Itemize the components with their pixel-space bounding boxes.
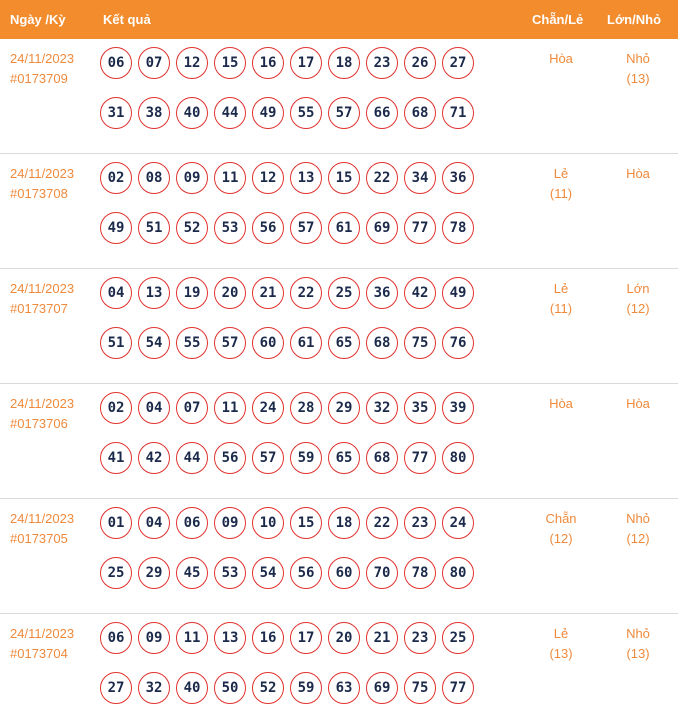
number-ball: 53 — [214, 557, 246, 589]
number-ball: 12 — [176, 47, 208, 79]
draw-row — [0, 269, 678, 384]
draw-date: 24/11/2023 — [10, 166, 75, 181]
number-ball: 54 — [138, 327, 170, 359]
number-ball: 11 — [214, 162, 246, 194]
number-ball: 55 — [176, 327, 208, 359]
number-ball: 50 — [214, 672, 246, 704]
draw-id: #0173707 — [10, 301, 68, 316]
number-ball: 69 — [366, 672, 398, 704]
number-ball: 01 — [100, 507, 132, 539]
number-ball: 02 — [100, 162, 132, 194]
number-ball: 08 — [138, 162, 170, 194]
number-ball: 51 — [100, 327, 132, 359]
number-ball: 49 — [100, 212, 132, 244]
number-ball: 18 — [328, 47, 360, 79]
number-ball: 77 — [404, 212, 436, 244]
number-ball: 49 — [442, 277, 474, 309]
number-ball: 39 — [442, 392, 474, 424]
lonnho-label: Nhỏ — [626, 51, 650, 66]
number-ball: 69 — [366, 212, 398, 244]
draw-id: #0173705 — [10, 531, 68, 546]
chanle-count: (13) — [549, 646, 573, 661]
number-ball: 27 — [100, 672, 132, 704]
number-ball: 07 — [176, 392, 208, 424]
number-ball: 19 — [176, 277, 208, 309]
number-ball: 55 — [290, 97, 322, 129]
draw-date: 24/11/2023 — [10, 281, 75, 296]
number-ball: 61 — [328, 212, 360, 244]
header-date: Ngày /Kỳ — [10, 12, 66, 27]
number-ball: 42 — [404, 277, 436, 309]
number-ball: 25 — [442, 622, 474, 654]
number-ball: 54 — [252, 557, 284, 589]
chanle-label: Lẻ — [553, 626, 569, 641]
number-ball: 13 — [214, 622, 246, 654]
number-ball: 12 — [252, 162, 284, 194]
number-ball: 38 — [138, 97, 170, 129]
number-ball: 40 — [176, 97, 208, 129]
table-body — [0, 39, 678, 721]
number-ball: 60 — [328, 557, 360, 589]
number-ball: 42 — [138, 442, 170, 474]
number-ball: 23 — [366, 47, 398, 79]
number-ball: 06 — [100, 622, 132, 654]
chanle-result — [531, 164, 591, 204]
draw-id: #0173708 — [10, 186, 68, 201]
chanle-count: (11) — [549, 186, 573, 201]
draw-numbers — [100, 162, 490, 244]
lonnho-result — [608, 509, 668, 549]
lonnho-result — [608, 624, 668, 664]
number-ball: 18 — [328, 507, 360, 539]
draw-date: 24/11/2023 — [10, 396, 75, 411]
number-ball: 22 — [290, 277, 322, 309]
chanle-result — [531, 394, 591, 414]
lonnho-label: Hòa — [626, 166, 650, 181]
number-ball: 66 — [366, 97, 398, 129]
number-ball: 04 — [100, 277, 132, 309]
number-ball: 24 — [442, 507, 474, 539]
number-ball: 51 — [138, 212, 170, 244]
number-ball: 24 — [252, 392, 284, 424]
number-ball: 09 — [176, 162, 208, 194]
number-ball: 53 — [214, 212, 246, 244]
number-ball: 77 — [404, 442, 436, 474]
number-ball: 15 — [328, 162, 360, 194]
draw-row — [0, 154, 678, 269]
number-ball: 34 — [404, 162, 436, 194]
number-ball: 71 — [442, 97, 474, 129]
draw-row — [0, 39, 678, 154]
number-ball: 45 — [176, 557, 208, 589]
chanle-count: (12) — [549, 531, 573, 546]
lonnho-label: Lớn — [626, 281, 650, 296]
number-ball: 59 — [290, 442, 322, 474]
draw-numbers — [100, 622, 490, 704]
number-ball: 25 — [328, 277, 360, 309]
number-ball: 78 — [404, 557, 436, 589]
number-ball: 76 — [442, 327, 474, 359]
draw-id: #0173706 — [10, 416, 68, 431]
chanle-label: Lẻ — [553, 166, 569, 181]
lonnho-count: (12) — [626, 301, 650, 316]
draw-date: 24/11/2023 — [10, 51, 75, 66]
lonnho-count: (12) — [626, 531, 650, 546]
number-ball: 15 — [214, 47, 246, 79]
draw-date: 24/11/2023 — [10, 511, 75, 526]
number-ball: 26 — [404, 47, 436, 79]
number-ball: 61 — [290, 327, 322, 359]
chanle-label: Lẻ — [553, 281, 569, 296]
chanle-result — [531, 509, 591, 549]
number-ball: 57 — [328, 97, 360, 129]
number-ball: 06 — [176, 507, 208, 539]
lonnho-result — [608, 394, 668, 414]
chanle-count: (11) — [549, 301, 573, 316]
lonnho-label: Hòa — [626, 396, 650, 411]
table-header — [0, 0, 678, 39]
number-ball: 57 — [290, 212, 322, 244]
number-ball: 29 — [138, 557, 170, 589]
number-ball: 10 — [252, 507, 284, 539]
number-ball: 75 — [404, 327, 436, 359]
number-ball: 23 — [404, 622, 436, 654]
number-ball: 15 — [290, 507, 322, 539]
number-ball: 27 — [442, 47, 474, 79]
number-ball: 60 — [252, 327, 284, 359]
number-ball: 06 — [100, 47, 132, 79]
number-ball: 17 — [290, 622, 322, 654]
number-ball: 41 — [100, 442, 132, 474]
number-ball: 28 — [290, 392, 322, 424]
header-result: Kết quả — [103, 12, 151, 27]
chanle-result — [531, 279, 591, 319]
number-ball: 16 — [252, 622, 284, 654]
draw-row — [0, 614, 678, 721]
number-ball: 16 — [252, 47, 284, 79]
header-chanle: Chẵn/Lẻ — [532, 12, 584, 27]
number-ball: 49 — [252, 97, 284, 129]
draw-row — [0, 499, 678, 614]
number-ball: 20 — [214, 277, 246, 309]
number-ball: 70 — [366, 557, 398, 589]
number-ball: 52 — [176, 212, 208, 244]
number-ball: 13 — [290, 162, 322, 194]
draw-date-cell — [10, 164, 74, 204]
number-ball: 20 — [328, 622, 360, 654]
number-ball: 32 — [366, 392, 398, 424]
chanle-label: Chẵn — [545, 511, 577, 526]
number-ball: 56 — [252, 212, 284, 244]
number-ball: 13 — [138, 277, 170, 309]
number-ball: 65 — [328, 442, 360, 474]
number-ball: 80 — [442, 557, 474, 589]
number-ball: 36 — [442, 162, 474, 194]
number-ball: 57 — [214, 327, 246, 359]
lonnho-count: (13) — [626, 646, 650, 661]
number-ball: 56 — [214, 442, 246, 474]
header-lonnho: Lớn/Nhỏ — [607, 12, 662, 27]
draw-date-cell — [10, 509, 74, 549]
number-ball: 36 — [366, 277, 398, 309]
lonnho-result — [608, 49, 668, 89]
number-ball: 56 — [290, 557, 322, 589]
draw-date-cell — [10, 49, 74, 89]
draw-numbers — [100, 392, 490, 474]
chanle-label: Hòa — [549, 396, 573, 411]
number-ball: 44 — [176, 442, 208, 474]
draw-numbers — [100, 47, 490, 129]
lonnho-result — [608, 164, 668, 184]
number-ball: 04 — [138, 507, 170, 539]
draw-date-cell — [10, 624, 74, 664]
number-ball: 29 — [328, 392, 360, 424]
draw-numbers — [100, 277, 490, 359]
number-ball: 65 — [328, 327, 360, 359]
number-ball: 57 — [252, 442, 284, 474]
lonnho-label: Nhỏ — [626, 511, 650, 526]
number-ball: 52 — [252, 672, 284, 704]
number-ball: 35 — [404, 392, 436, 424]
number-ball: 11 — [176, 622, 208, 654]
number-ball: 22 — [366, 162, 398, 194]
number-ball: 75 — [404, 672, 436, 704]
draw-numbers — [100, 507, 490, 589]
number-ball: 80 — [442, 442, 474, 474]
number-ball: 78 — [442, 212, 474, 244]
number-ball: 31 — [100, 97, 132, 129]
number-ball: 25 — [100, 557, 132, 589]
draw-id: #0173709 — [10, 71, 68, 86]
chanle-result — [531, 624, 591, 664]
draw-date-cell — [10, 279, 74, 319]
number-ball: 32 — [138, 672, 170, 704]
number-ball: 21 — [252, 277, 284, 309]
number-ball: 04 — [138, 392, 170, 424]
number-ball: 21 — [366, 622, 398, 654]
draw-date-cell — [10, 394, 74, 434]
draw-date: 24/11/2023 — [10, 626, 75, 641]
lonnho-count: (13) — [626, 71, 650, 86]
lonnho-result — [608, 279, 668, 319]
number-ball: 02 — [100, 392, 132, 424]
lonnho-label: Nhỏ — [626, 626, 650, 641]
chanle-result — [531, 49, 591, 69]
number-ball: 59 — [290, 672, 322, 704]
draw-id: #0173704 — [10, 646, 68, 661]
number-ball: 77 — [442, 672, 474, 704]
number-ball: 09 — [138, 622, 170, 654]
number-ball: 09 — [214, 507, 246, 539]
number-ball: 44 — [214, 97, 246, 129]
number-ball: 68 — [366, 442, 398, 474]
number-ball: 11 — [214, 392, 246, 424]
number-ball: 63 — [328, 672, 360, 704]
number-ball: 40 — [176, 672, 208, 704]
number-ball: 17 — [290, 47, 322, 79]
number-ball: 68 — [366, 327, 398, 359]
number-ball: 68 — [404, 97, 436, 129]
number-ball: 07 — [138, 47, 170, 79]
draw-row — [0, 384, 678, 499]
number-ball: 22 — [366, 507, 398, 539]
number-ball: 23 — [404, 507, 436, 539]
chanle-label: Hòa — [549, 51, 573, 66]
